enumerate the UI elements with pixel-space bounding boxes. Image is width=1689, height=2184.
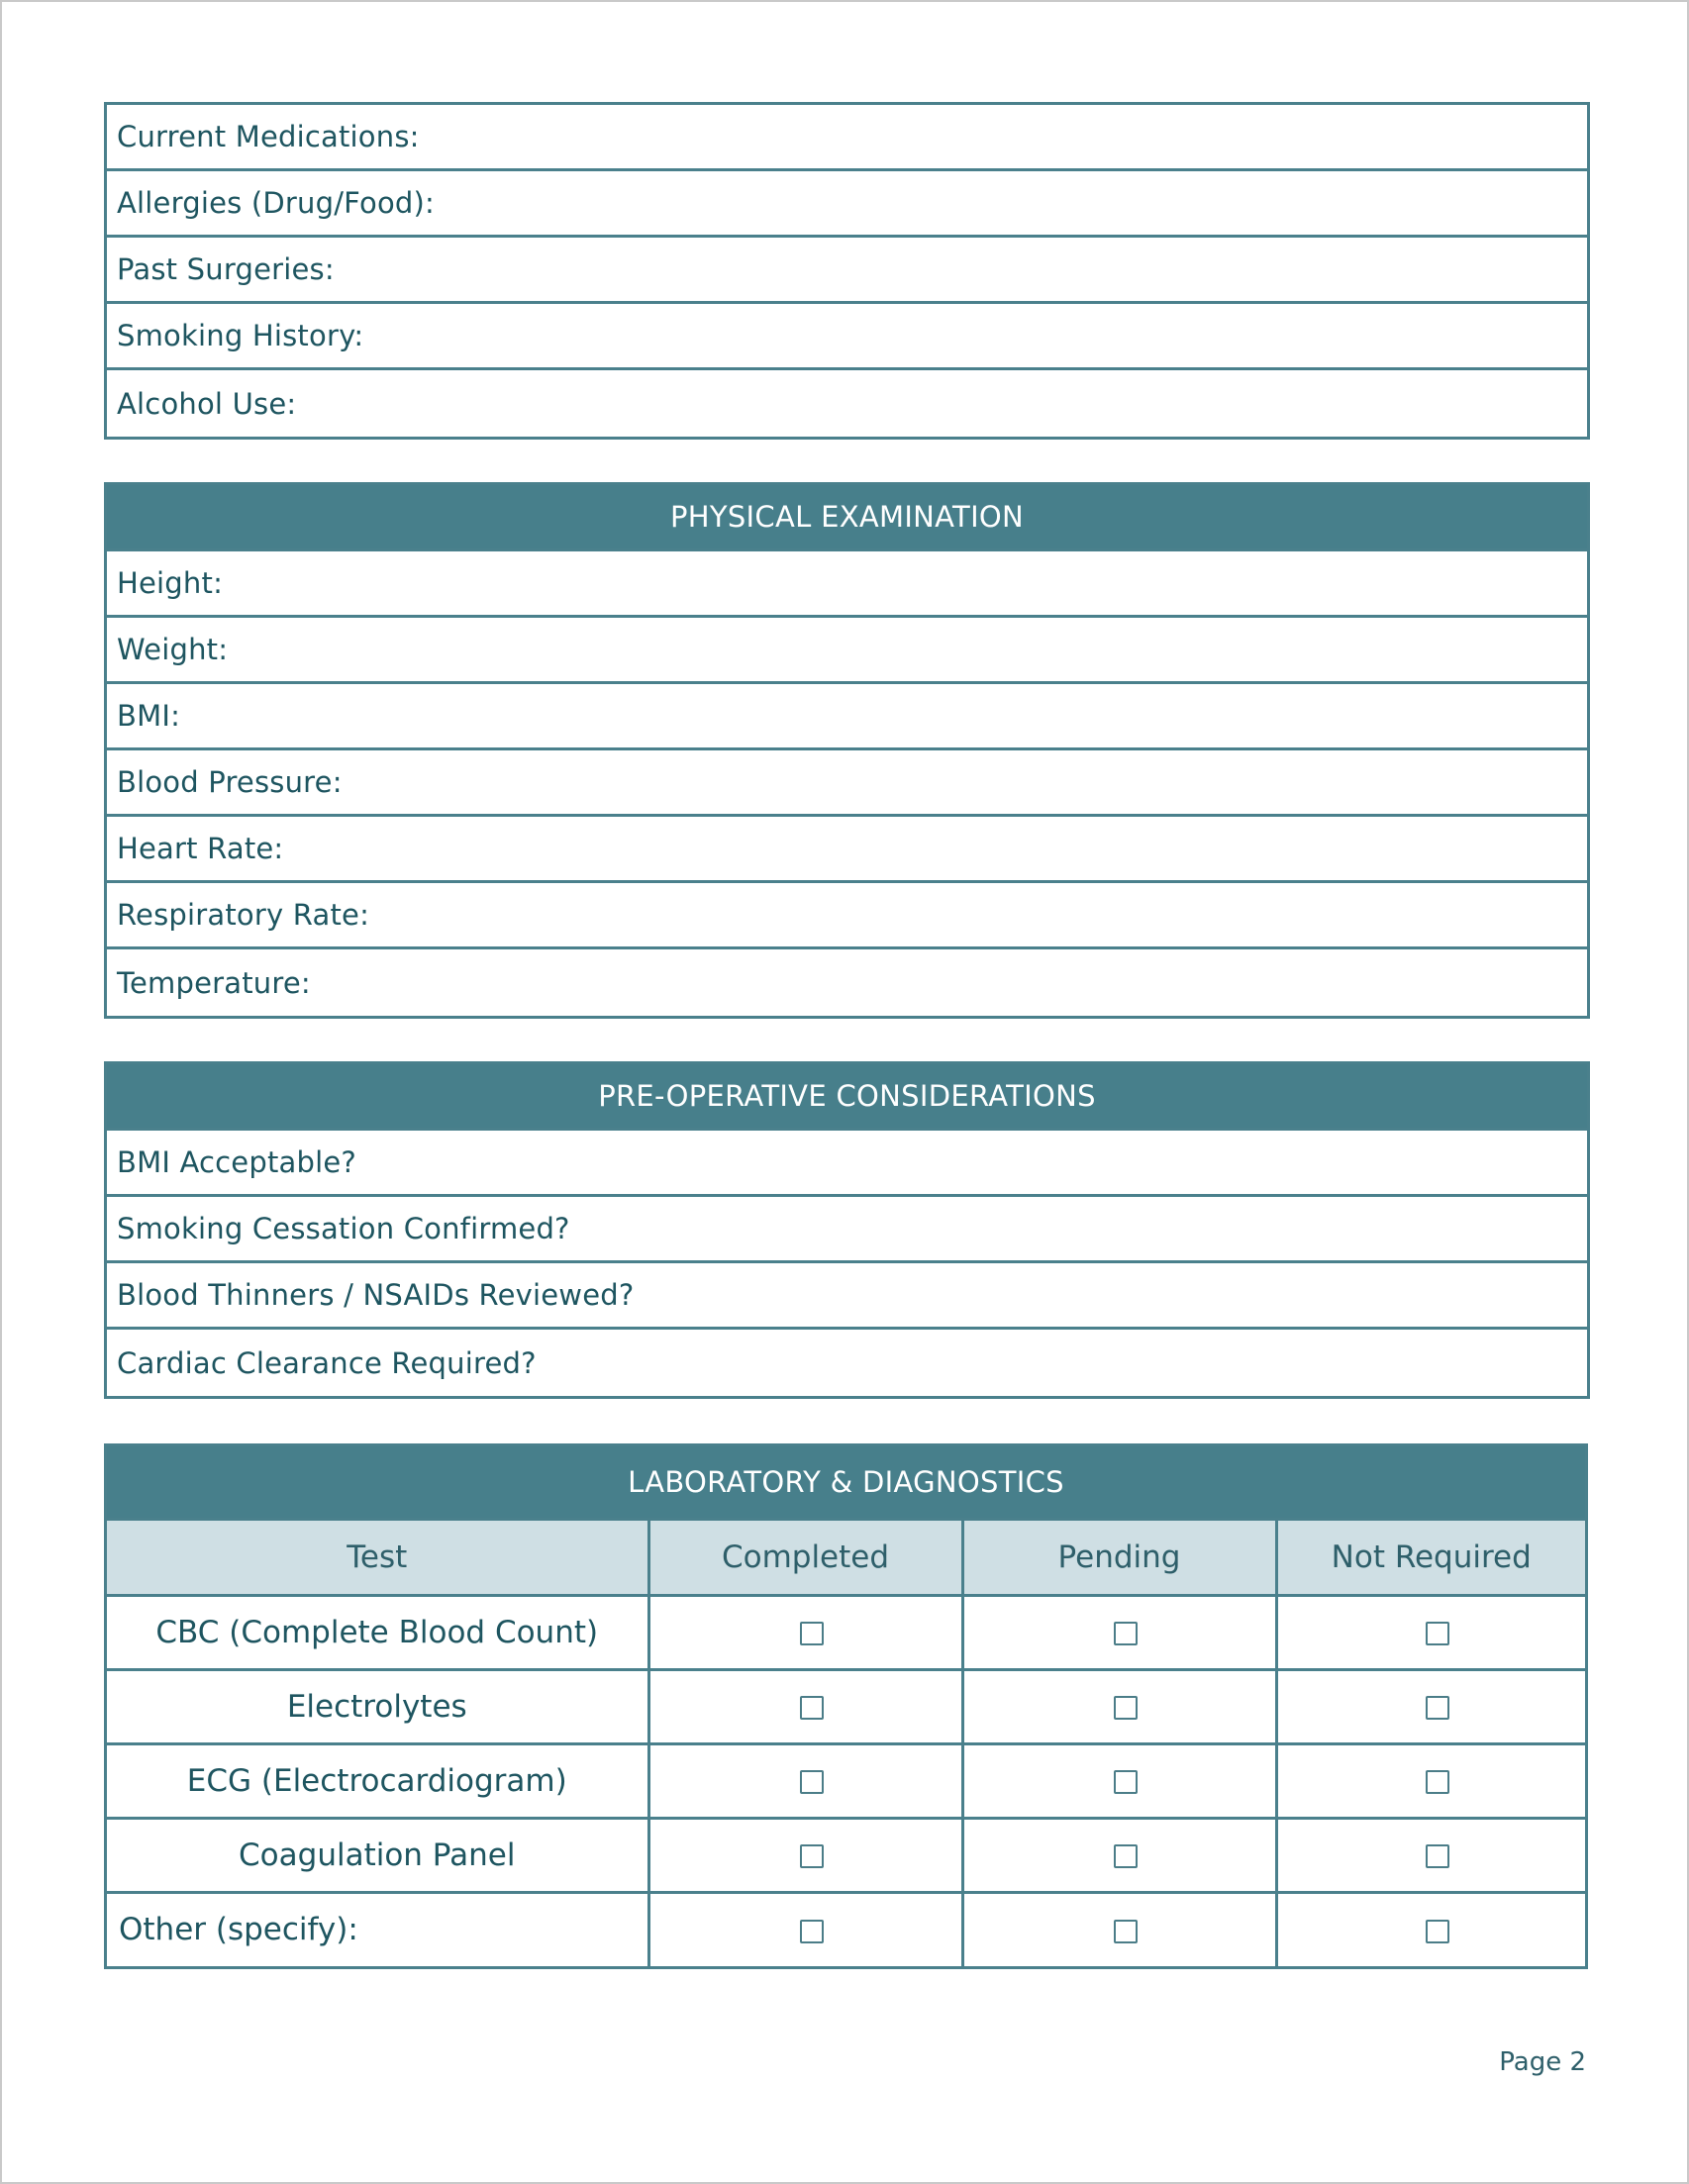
blood-pressure-field[interactable]: [107, 750, 1587, 817]
current-medications-field[interactable]: [107, 105, 1587, 171]
lab-diagnostics-table: [104, 1443, 1588, 1969]
column-header-test: Test: [107, 1521, 648, 1595]
completed-checkbox[interactable]: [800, 1920, 824, 1943]
not-required-checkbox[interactable]: [1426, 1770, 1449, 1794]
preop-considerations-table: [104, 1061, 1590, 1399]
completed-checkbox[interactable]: [800, 1770, 824, 1794]
field-label: Allergies (Drug/Food):: [117, 186, 435, 220]
field-label: Blood Pressure:: [117, 765, 343, 799]
not-required-checkbox[interactable]: [1426, 1920, 1449, 1943]
not-required-checkbox[interactable]: [1426, 1622, 1449, 1645]
column-header-completed: Completed: [648, 1521, 962, 1595]
pending-checkbox[interactable]: [1114, 1770, 1138, 1794]
completed-checkbox[interactable]: [800, 1696, 824, 1720]
column-header-pending: Pending: [962, 1521, 1276, 1595]
lab-diagnostics-heading: LABORATORY & DIAGNOSTICS: [107, 1446, 1585, 1521]
field-label: Blood Thinners / NSAIDs Reviewed?: [117, 1278, 635, 1312]
field-label: Cardiac Clearance Required?: [117, 1345, 537, 1380]
alcohol-use-field[interactable]: [107, 370, 1587, 437]
preop-considerations-heading: PRE-OPERATIVE CONSIDERATIONS: [107, 1064, 1587, 1131]
field-label: Alcohol Use:: [117, 386, 297, 421]
field-label: Respiratory Rate:: [117, 898, 370, 932]
not-required-checkbox[interactable]: [1426, 1696, 1449, 1720]
test-name: Electrolytes: [107, 1669, 648, 1743]
temperature-field[interactable]: [107, 949, 1587, 1016]
not-required-checkbox[interactable]: [1426, 1844, 1449, 1868]
respiratory-rate-field[interactable]: [107, 883, 1587, 949]
pending-checkbox[interactable]: [1114, 1696, 1138, 1720]
past-surgeries-field[interactable]: [107, 238, 1587, 304]
heart-rate-field[interactable]: [107, 817, 1587, 883]
table-row: [107, 1595, 1585, 1669]
blood-thinners-field[interactable]: [107, 1263, 1587, 1330]
field-label: Past Surgeries:: [117, 252, 335, 286]
table-row: [107, 1892, 1585, 1966]
table-row: [107, 1743, 1585, 1818]
field-label: Temperature:: [117, 965, 311, 1000]
physical-examination-table: [104, 482, 1590, 1019]
pending-checkbox[interactable]: [1114, 1844, 1138, 1868]
field-label: Smoking History:: [117, 319, 364, 352]
test-name: ECG (Electrocardiogram): [107, 1743, 648, 1818]
test-name: CBC (Complete Blood Count): [107, 1595, 648, 1669]
pending-checkbox[interactable]: [1114, 1920, 1138, 1943]
smoking-cessation-field[interactable]: [107, 1197, 1587, 1263]
lab-tests-grid: [107, 1521, 1585, 1966]
completed-checkbox[interactable]: [800, 1622, 824, 1645]
table-row: [107, 1669, 1585, 1743]
test-name: Coagulation Panel: [107, 1818, 648, 1892]
medical-history-table: [104, 102, 1590, 440]
bmi-field[interactable]: [107, 684, 1587, 750]
field-label: Smoking Cessation Confirmed?: [117, 1212, 570, 1245]
cardiac-clearance-field[interactable]: [107, 1330, 1587, 1396]
field-label: Heart Rate:: [117, 832, 284, 865]
field-label: BMI Acceptable?: [117, 1145, 356, 1179]
field-label: Current Medications:: [117, 120, 420, 153]
other-test-field[interactable]: Other (specify):: [107, 1892, 648, 1966]
field-label: BMI:: [117, 699, 181, 733]
allergies-field[interactable]: [107, 171, 1587, 238]
completed-checkbox[interactable]: [800, 1844, 824, 1868]
field-label: Height:: [117, 566, 224, 600]
physical-examination-heading: PHYSICAL EXAMINATION: [107, 485, 1587, 551]
weight-field[interactable]: [107, 618, 1587, 684]
field-label: Weight:: [117, 633, 229, 666]
table-row: [107, 1818, 1585, 1892]
column-header-not-required: Not Required: [1276, 1521, 1585, 1595]
bmi-acceptable-field[interactable]: [107, 1131, 1587, 1197]
lab-header-row: [107, 1521, 1585, 1595]
height-field[interactable]: [107, 551, 1587, 618]
page-number: Page 2: [1499, 2047, 1586, 2077]
smoking-history-field[interactable]: [107, 304, 1587, 370]
pending-checkbox[interactable]: [1114, 1622, 1138, 1645]
